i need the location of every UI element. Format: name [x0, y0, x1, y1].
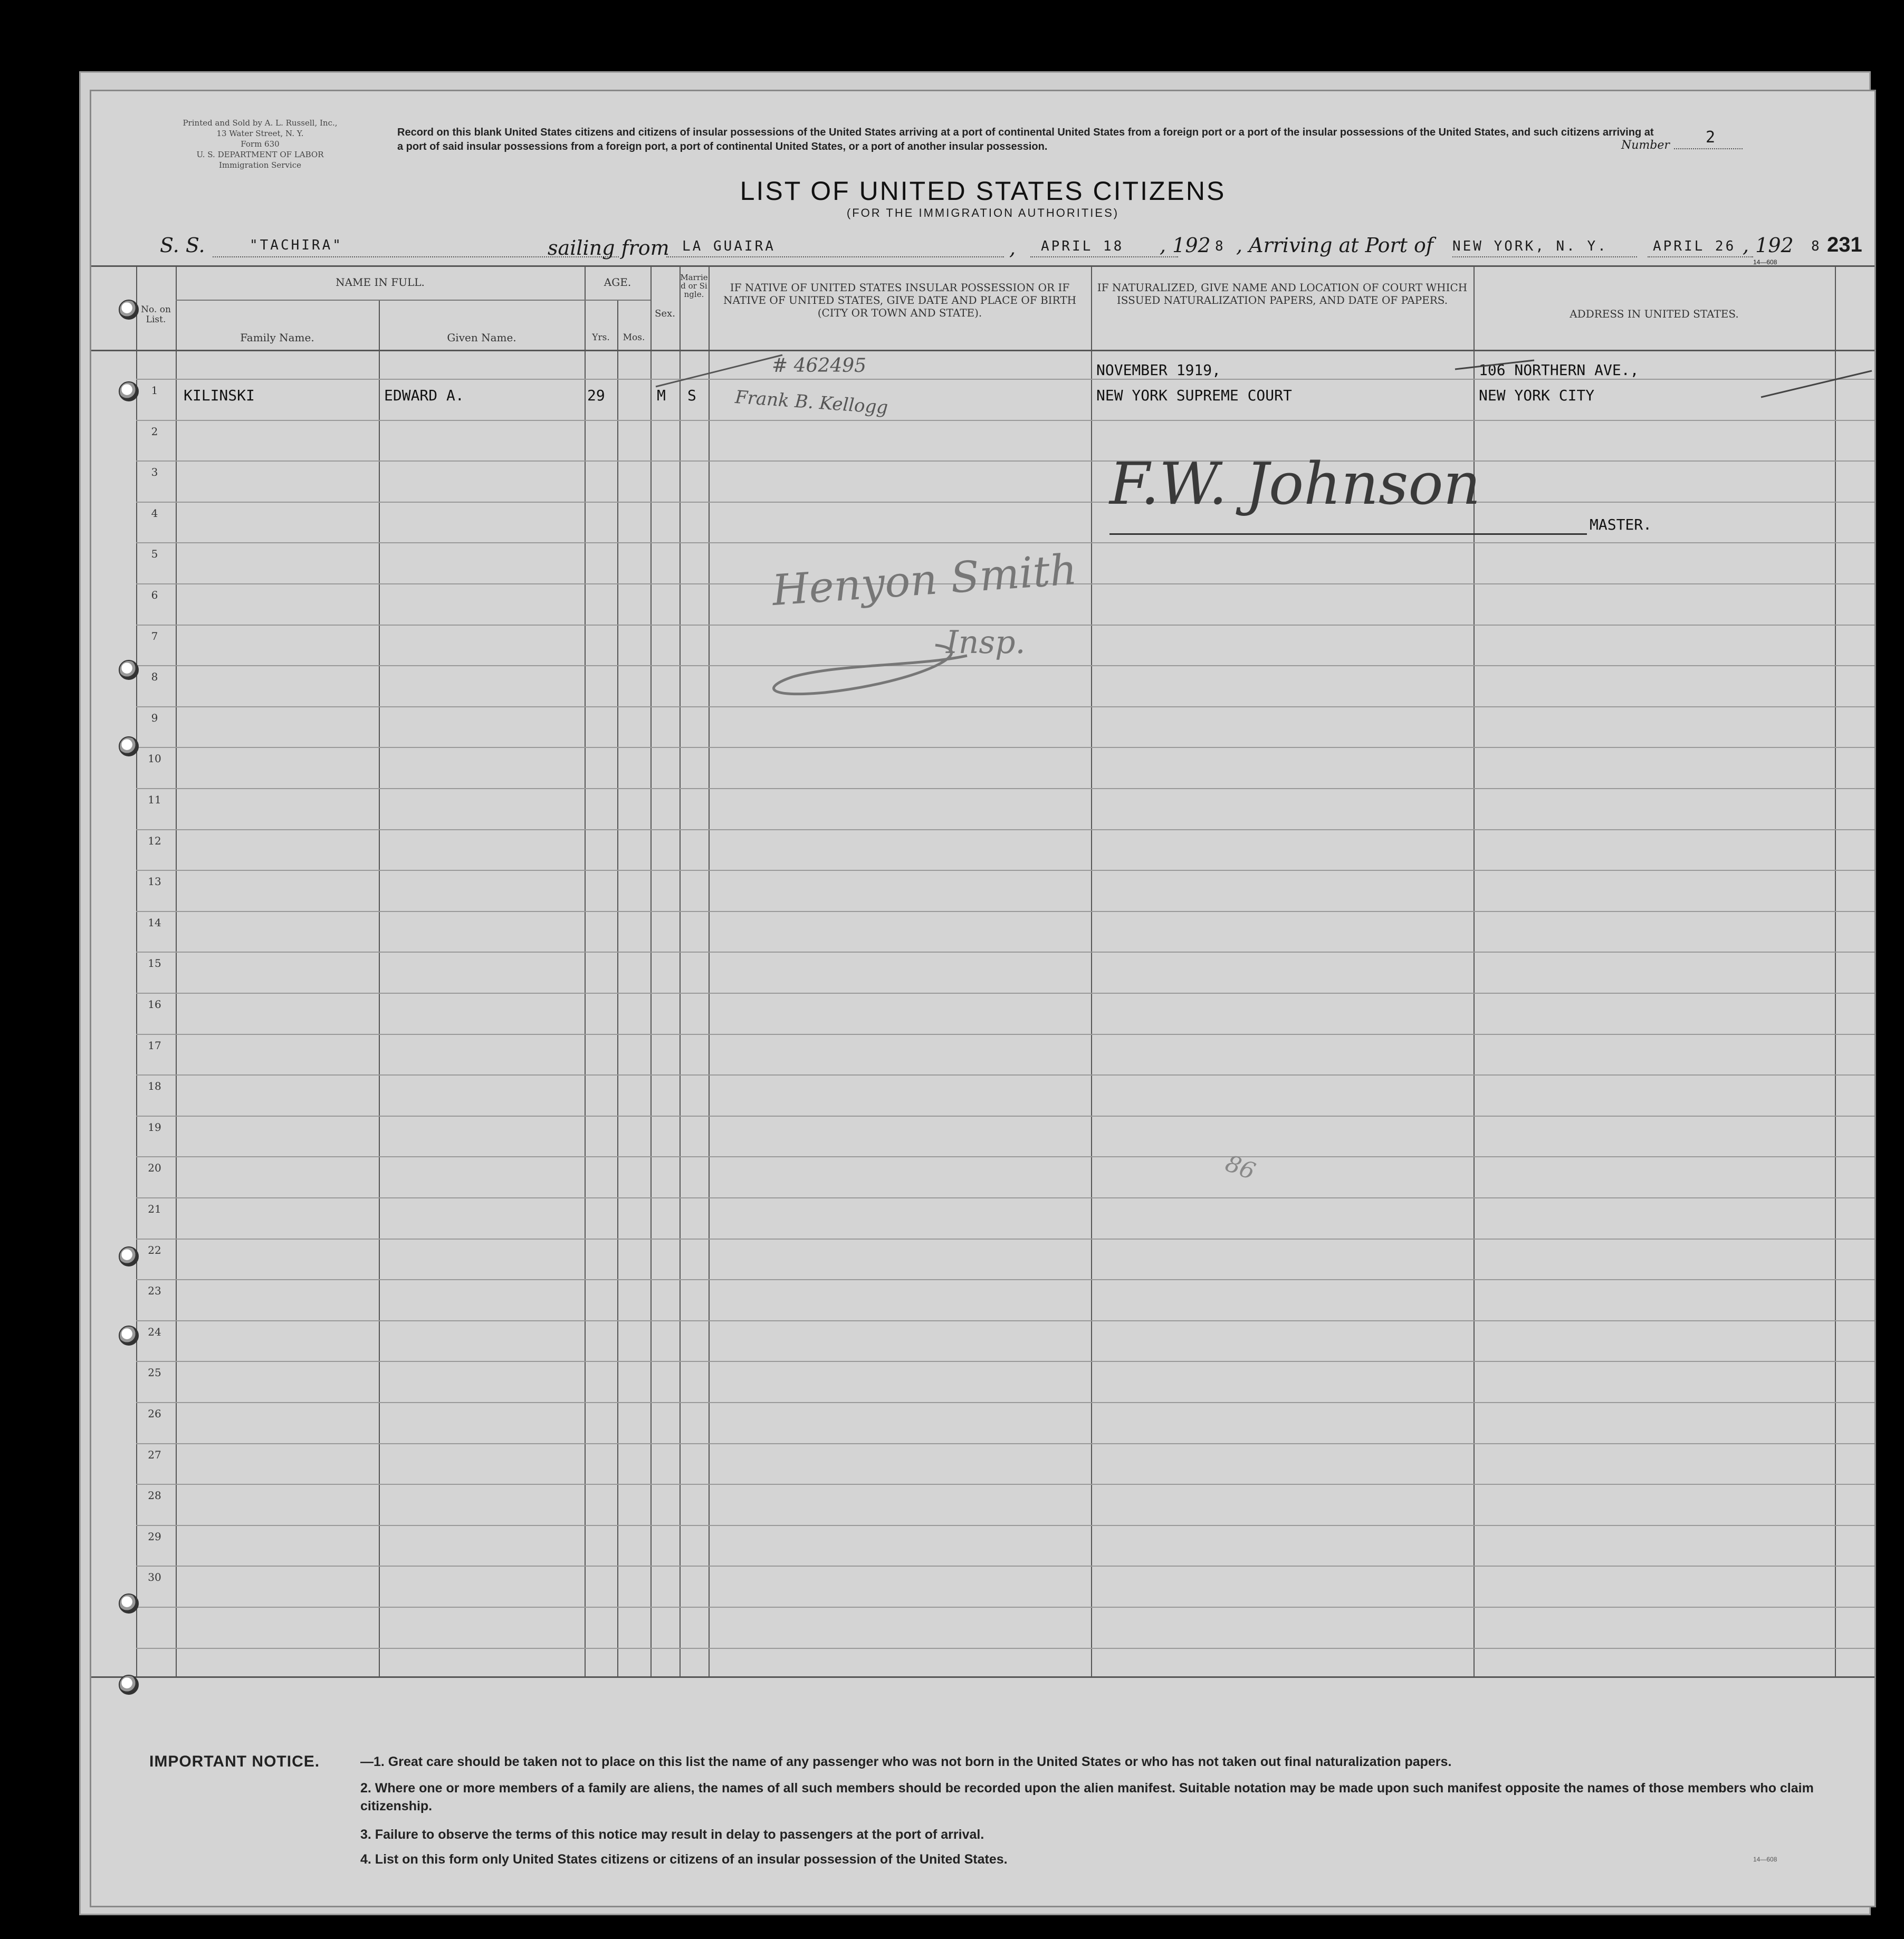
- pen-stroke: [650, 350, 788, 392]
- row-line: [136, 1034, 1874, 1035]
- header-bottom-border: [91, 350, 1874, 351]
- header-native-insular: IF NATIVE OF UNITED STATES INSULAR POSSESSION OR IF NATIVE OF UNITED STATES, GIVE DATE AND PLACE OF BIRTH (CITY OR TOWN AND STATE).: [723, 281, 1077, 319]
- row-number: 3: [151, 466, 158, 478]
- row-line: [136, 1402, 1874, 1403]
- row-number: 8: [151, 670, 158, 683]
- footer-form-code: 14—608: [1753, 1856, 1777, 1863]
- arriving-label: , Arriving at Port of: [1236, 234, 1433, 257]
- row-line: [136, 1443, 1874, 1444]
- col-divider: [1091, 265, 1092, 1676]
- inspector-flourish: [761, 635, 983, 703]
- header-name-in-full: NAME IN FULL.: [336, 276, 425, 289]
- address-line-2: NEW YORK CITY: [1479, 387, 1595, 404]
- small-form-code: 14—608: [1753, 258, 1777, 266]
- row-line: [136, 952, 1874, 953]
- row-line: [136, 1607, 1874, 1608]
- row-line: [136, 1239, 1874, 1240]
- address-line-1: 106 NORTHERN AVE.,: [1479, 361, 1639, 379]
- name-age-subline: [176, 300, 650, 301]
- row-number: 27: [148, 1448, 161, 1461]
- row-line: [136, 1361, 1874, 1362]
- row-line: [136, 1279, 1874, 1280]
- row-number: 11: [148, 793, 161, 806]
- printer-line: Printed and Sold by A. L. Russell, Inc.,: [183, 118, 338, 128]
- manifest-page: [90, 90, 1876, 1907]
- page-title: LIST OF UNITED STATES CITIZENS: [740, 176, 1226, 206]
- row-number: 17: [148, 1039, 161, 1052]
- header-address: ADDRESS IN UNITED STATES.: [1570, 308, 1739, 320]
- col-divider: [379, 300, 380, 1676]
- page-subtitle: (FOR THE IMMIGRATION AUTHORITIES): [846, 206, 1120, 219]
- row-number: 22: [148, 1244, 161, 1256]
- col-divider: [585, 265, 586, 1676]
- pencil-mark: 86: [1221, 1149, 1259, 1186]
- row-number: 20: [148, 1162, 161, 1174]
- row-number: 2: [151, 425, 158, 438]
- master-signature: F.W. Johnson: [1109, 450, 1481, 517]
- binder-hole: [119, 736, 139, 756]
- inspector-title: Insp.: [946, 624, 1026, 661]
- notice-title: IMPORTANT NOTICE.: [149, 1753, 320, 1770]
- entry-sex: M: [657, 387, 666, 404]
- departure-date: APRIL 18: [1041, 238, 1124, 254]
- arrival-year-prefix: , 192: [1743, 234, 1794, 257]
- table-top-border: [91, 265, 1874, 267]
- col-divider: [136, 265, 137, 1676]
- row-number: 19: [148, 1121, 161, 1134]
- notice-item-2: 2. Where one or more members of a family are aliens, the names of all such members should be recorded upon the alien manifest. Suitable notation may be made upon such manifest opposite the names of those members who claim citizenship.: [360, 1781, 1814, 1813]
- voyage-line: S. S. "TACHIRA" sailing from LA GUAIRA , APRIL 18 , 192 8 , Arriving at Port of NEW YORK, N. Y. APRIL 26 , 192 8 231 14—608: [160, 233, 1862, 266]
- header-family-name: Family Name.: [240, 331, 314, 344]
- row-number: 18: [148, 1080, 161, 1092]
- binder-hole: [119, 1594, 139, 1614]
- row-line: [136, 1525, 1874, 1526]
- row-number: 4: [151, 507, 158, 520]
- table-bottom-border: [91, 1676, 1874, 1678]
- row-number: 25: [148, 1366, 161, 1379]
- row-line: [136, 502, 1874, 503]
- header-no-on-list: No. on List.: [141, 304, 171, 325]
- row-number: 26: [148, 1407, 161, 1420]
- row-line: [136, 1320, 1874, 1321]
- header-sex: Sex.: [655, 308, 675, 319]
- row-line: [136, 911, 1874, 912]
- col-divider: [709, 265, 710, 1676]
- row-line: [136, 379, 1874, 380]
- inspector-signature: Henyon Smith: [770, 544, 1079, 616]
- header-years: Yrs.: [592, 332, 610, 343]
- notice-item-3: 3. Failure to observe the terms of this notice may result in delay to passengers at the port of arrival.: [360, 1827, 984, 1842]
- notice-item-4: 4. List on this form only United States citizens or citizens of an insular possession of the United States.: [360, 1852, 1008, 1867]
- form-number: Form 630: [241, 139, 280, 149]
- departure-port: LA GUAIRA: [682, 238, 776, 254]
- service-name: Immigration Service: [218, 160, 302, 170]
- departure-year-prefix: , 192: [1160, 234, 1211, 257]
- handwritten-note: Frank B. Kellogg: [734, 386, 889, 419]
- header-age: AGE.: [604, 276, 632, 289]
- header-given-name: Given Name.: [447, 331, 516, 344]
- header-naturalized: IF NATURALIZED, GIVE NAME AND LOCATION OF COURT WHICH ISSUED NATURALIZATION PAPERS, AND DATE OF PAPERS.: [1097, 281, 1468, 306]
- binder-hole: [119, 1675, 139, 1695]
- row-line: [136, 870, 1874, 871]
- pen-stroke: [1452, 358, 1537, 373]
- row-line: [136, 706, 1874, 707]
- row-line: [136, 1116, 1874, 1117]
- row-number: 1: [151, 384, 158, 397]
- col-divider: [680, 265, 681, 1676]
- entry-family-name: KILINSKI: [184, 387, 255, 404]
- master-label: MASTER.: [1590, 516, 1652, 533]
- sailing-from-label: sailing from: [548, 236, 669, 260]
- row-number: 7: [151, 630, 158, 642]
- printer-line: 13 Water Street, N. Y.: [216, 129, 304, 138]
- naturalization-date: NOVEMBER 1919,: [1096, 361, 1221, 379]
- row-number: 30: [148, 1571, 161, 1583]
- entry-age-years: 29: [587, 387, 605, 404]
- handwritten-number: # 462495: [772, 355, 867, 377]
- row-line: [136, 1566, 1874, 1567]
- row-number: 14: [148, 916, 161, 929]
- row-line: [136, 1484, 1874, 1485]
- col-divider: [650, 265, 652, 1676]
- row-number: 13: [148, 875, 161, 888]
- entry-given-name: EDWARD A.: [384, 387, 464, 404]
- row-line: [136, 829, 1874, 830]
- row-line: [136, 788, 1874, 789]
- binder-hole: [119, 381, 139, 401]
- header-months: Mos.: [623, 332, 645, 343]
- row-number: 21: [148, 1203, 161, 1215]
- binder-hole: [119, 1246, 139, 1266]
- departure-year-digit: 8: [1215, 238, 1226, 254]
- row-number: 15: [148, 957, 161, 970]
- binder-hole: [119, 1326, 139, 1346]
- row-number: 28: [148, 1489, 161, 1502]
- row-number: 23: [148, 1284, 161, 1297]
- page-number: 231: [1827, 233, 1862, 256]
- row-line: [136, 460, 1874, 462]
- header-married-single: Married or Single.: [680, 273, 708, 299]
- arrival-year-digit: 8: [1811, 238, 1822, 254]
- row-line: [136, 542, 1874, 543]
- ss-label: S. S.: [160, 234, 205, 257]
- ship-name: "TACHIRA": [250, 237, 343, 253]
- row-number: 10: [148, 752, 161, 765]
- number-label: Number: [1621, 139, 1670, 152]
- department-name: U. S. DEPARTMENT OF LABOR: [196, 150, 324, 159]
- row-number: 24: [148, 1326, 161, 1338]
- arrival-port: NEW YORK, N. Y.: [1452, 238, 1608, 254]
- number-value: 2: [1706, 128, 1716, 147]
- col-divider: [176, 265, 177, 1676]
- binder-hole: [119, 660, 139, 680]
- row-line: [136, 1648, 1874, 1649]
- record-instructions: Record on this blank United States citizens and citizens of insular possessions of the United States arriving at a port of continental United States from a foreign port or a port of the insular possessions of the United States, and such citizens arriving at a port of said insular possessions from a foreign port, a port of continental United States, or a port of another insular possession.: [397, 127, 1654, 152]
- citizens-table: [91, 91, 1874, 1906]
- row-line: [136, 747, 1874, 748]
- notice-item-1: —1. Great care should be taken not to place on this list the name of any passenger who was not born in the United States or who has not taken out final naturalization papers.: [360, 1754, 1452, 1769]
- col-divider: [617, 300, 618, 1676]
- entry-marital: S: [687, 387, 696, 404]
- row-line: [136, 665, 1874, 666]
- row-number: 6: [151, 589, 158, 601]
- row-number: 9: [151, 712, 158, 724]
- row-line: [136, 1074, 1874, 1076]
- row-line: [136, 1156, 1874, 1157]
- arrival-date: APRIL 26: [1653, 238, 1736, 254]
- row-line: [136, 1197, 1874, 1198]
- pen-stroke: [1758, 368, 1874, 400]
- row-number: 29: [148, 1530, 161, 1543]
- row-number: 12: [148, 834, 161, 847]
- binder-hole: [119, 300, 139, 320]
- row-line: [136, 420, 1874, 421]
- col-divider: [1835, 265, 1836, 1676]
- row-line: [136, 993, 1874, 994]
- signature-line: [1109, 533, 1587, 535]
- naturalization-court: NEW YORK SUPREME COURT: [1096, 387, 1292, 404]
- row-number: 5: [151, 548, 158, 560]
- row-number: 16: [148, 998, 161, 1011]
